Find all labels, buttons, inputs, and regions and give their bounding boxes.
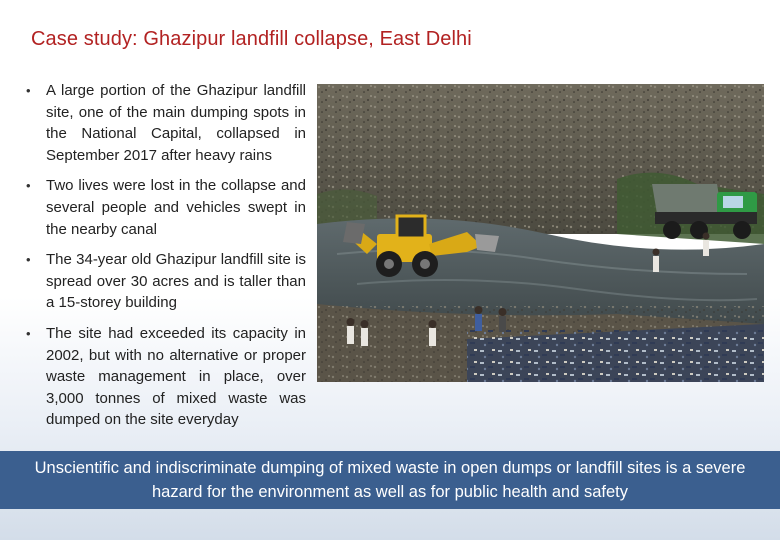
bullet-list <box>22 80 306 450</box>
bullet-item <box>22 175 306 240</box>
bullet-text: Two lives were lost in the collapse and several people and vehicles swept in the nearby canal <box>46 177 306 238</box>
bullet-marker: • <box>26 252 31 268</box>
summary-banner-text: Unscientific and indiscriminate dumping of mixed waste in open dumps or landfill sites is a severe hazard for the environment as well as for public health and safety <box>34 459 746 501</box>
bullet-item <box>22 249 306 314</box>
bullet-marker: • <box>26 178 31 194</box>
bullet-text: A large portion of the Ghazipur landfill site, one of the main dumping spots in the National Capital, collapsed in September 2017 after heavy rains <box>46 82 306 164</box>
bullet-marker: • <box>26 325 31 341</box>
landfill-collapse-photo <box>317 84 764 382</box>
bullet-item <box>22 80 306 166</box>
bullet-item <box>22 323 306 431</box>
bullet-text: The 34-year old Ghazipur landfill site is spread over 30 acres and is taller than a 15-storey building <box>46 251 306 312</box>
summary-banner <box>0 451 780 509</box>
bullet-text: The site had exceeded its capacity in 2002, but with no alternative or proper waste management in place, over 3,000 tonnes of mixed waste was dumped on the site everyday <box>46 324 306 429</box>
slide-title: Case study: Ghazipur landfill collapse, East Delhi <box>31 28 472 50</box>
bullet-marker: • <box>26 83 31 98</box>
